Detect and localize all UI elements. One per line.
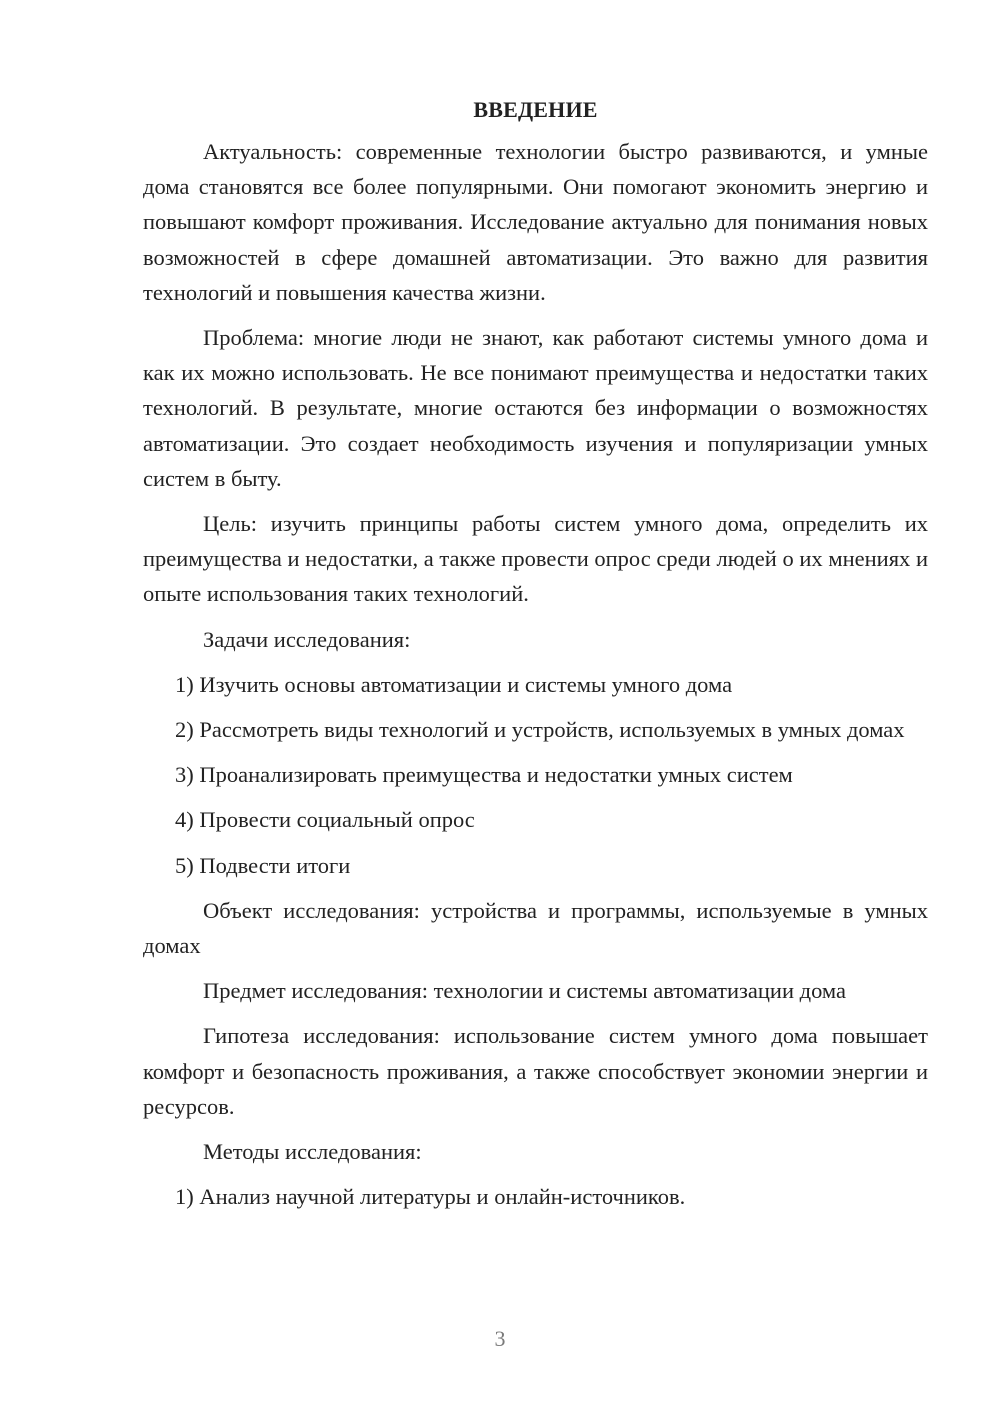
subject-paragraph: Предмет исследования: технологии и системы автоматизации дома: [203, 978, 846, 1004]
task-item: 3) Проанализировать преимущества и недостатки умных систем: [175, 762, 793, 788]
task-item: 4) Провести социальный опрос: [175, 807, 475, 833]
tasks-heading: Задачи исследования:: [203, 626, 411, 652]
problem-paragraph: Проблема: многие люди не знают, как работают системы умного дома и как их можно использовать. Не все понимают преимущества и недостатки таких технологий. В результате, многие остаются без информации о возможностях автоматизации. Это создает необходимость изучения и популяризации умных систем в быту.: [143, 325, 928, 491]
method-item: 1) Анализ научной литературы и онлайн-источников.: [175, 1184, 686, 1210]
task-item: 1) Изучить основы автоматизации и системы умного дома: [175, 671, 733, 697]
section-heading: ВВЕДЕНИЕ: [473, 97, 598, 122]
goal-paragraph: Цель: изучить принципы работы систем умного дома, определить их преимущества и недостатки, а также провести опрос среди людей о их мнениях и опыте использования таких технологий.: [143, 511, 928, 607]
hypothesis-paragraph: Гипотеза исследования: использование систем умного дома повышает комфорт и безопасность проживания, а также способствует экономии энергии и ресурсов.: [143, 1023, 928, 1119]
document-page: [143, 92, 928, 1224]
object-paragraph: Объект исследования: устройства и программы, используемые в умных домах: [143, 897, 928, 959]
relevance-paragraph: Актуальность: современные технологии быстро развиваются, и умные дома становятся все более популярными. Они помогают экономить энергию и повышают комфорт проживания. Исследование актуально для понимания новых возможностей в сфере домашней автоматизации. Это важно для развития технологий и повышения качества жизни.: [143, 139, 928, 305]
page-number: 3: [494, 1326, 506, 1351]
task-item: 5) Подвести итоги: [175, 852, 351, 878]
task-item: 2) Рассмотреть виды технологий и устройств, используемых в умных домах: [175, 717, 905, 743]
methods-heading: Методы исследования:: [203, 1139, 422, 1165]
